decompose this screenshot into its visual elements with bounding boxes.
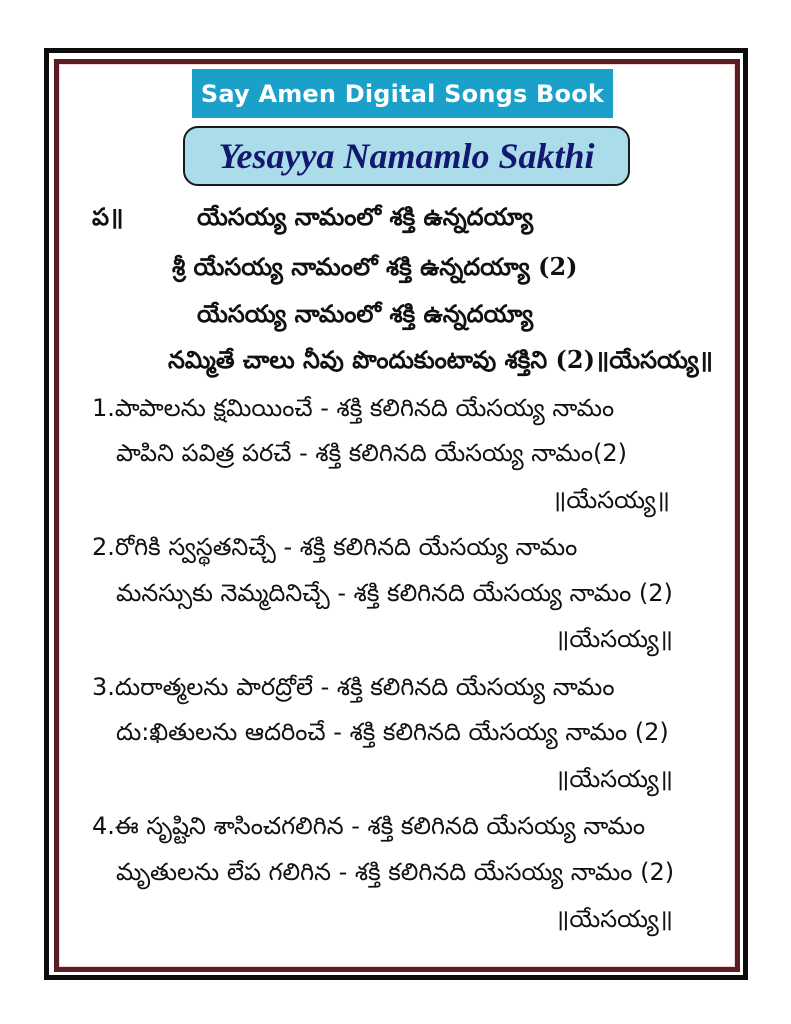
verse-2-line-1: 2.రోగికి స్వస్థతనిచ్చే - శక్తి కలిగినది యేసయ్య నామం — [92, 533, 578, 561]
pallavi-label: ప॥ — [92, 202, 124, 231]
pallavi-line-2: శ్రీ యేసయ్య నామంలో శక్తి ఉన్నదయ్యా (2) — [172, 252, 578, 281]
verse-1-line-2: పాపిని పవిత్ర పరచే - శక్తి కలిగినది యేసయ్య నామం(2) — [116, 439, 627, 467]
verse-3-line-1: 3.దురాత్మలను పారద్రోలే - శక్తి కలిగినది యేసయ్య నామం — [92, 673, 615, 701]
verse-1-line-1: 1.పాపాలను క్షమియించే - శక్తి కలిగినది యేసయ్య నామం — [92, 394, 615, 422]
pallavi-line-1: యేసయ్య నామంలో శక్తి ఉన్నదయ్యా — [197, 202, 534, 231]
verse-3-line-2: దు:ఖితులను ఆదరించే - శక్తి కలిగినది యేసయ్య నామం (2) — [116, 718, 669, 746]
banner-text: Say Amen Digital Songs Book — [200, 79, 605, 108]
verse-3-refrain: ॥యేసయ్య॥ — [555, 765, 674, 793]
pallavi-line-4: నమ్మితే చాలు నీవు పొందుకుంటావు శక్తిని (2)॥యేసయ్య॥ — [168, 345, 713, 374]
song-title: Yesayya Namamlo Sakthi — [218, 136, 595, 176]
song-title-box — [183, 126, 630, 186]
songbook-banner — [192, 69, 613, 118]
pallavi-line-3: యేసయ్య నామంలో శక్తి ఉన్నదయ్యా — [197, 299, 534, 328]
verse-4-refrain: ॥యేసయ్య॥ — [555, 905, 674, 933]
verse-2-line-2: మనస్సుకు నెమ్మదినిచ్చే - శక్తి కలిగినది యేసయ్య నామం (2) — [116, 579, 673, 607]
verse-4-line-2: మృతులను లేప గలిగిన - శక్తి కలిగినది యేసయ్య నామం (2) — [116, 858, 675, 886]
verse-1-refrain: ॥యేసయ్య॥ — [552, 486, 671, 514]
verse-2-refrain: ॥యేసయ్య॥ — [555, 625, 674, 653]
verse-4-line-1: 4.ఈ సృష్టిని శాసించగలిగిన - శక్తి కలిగినది యేసయ్య నామం — [92, 812, 646, 840]
